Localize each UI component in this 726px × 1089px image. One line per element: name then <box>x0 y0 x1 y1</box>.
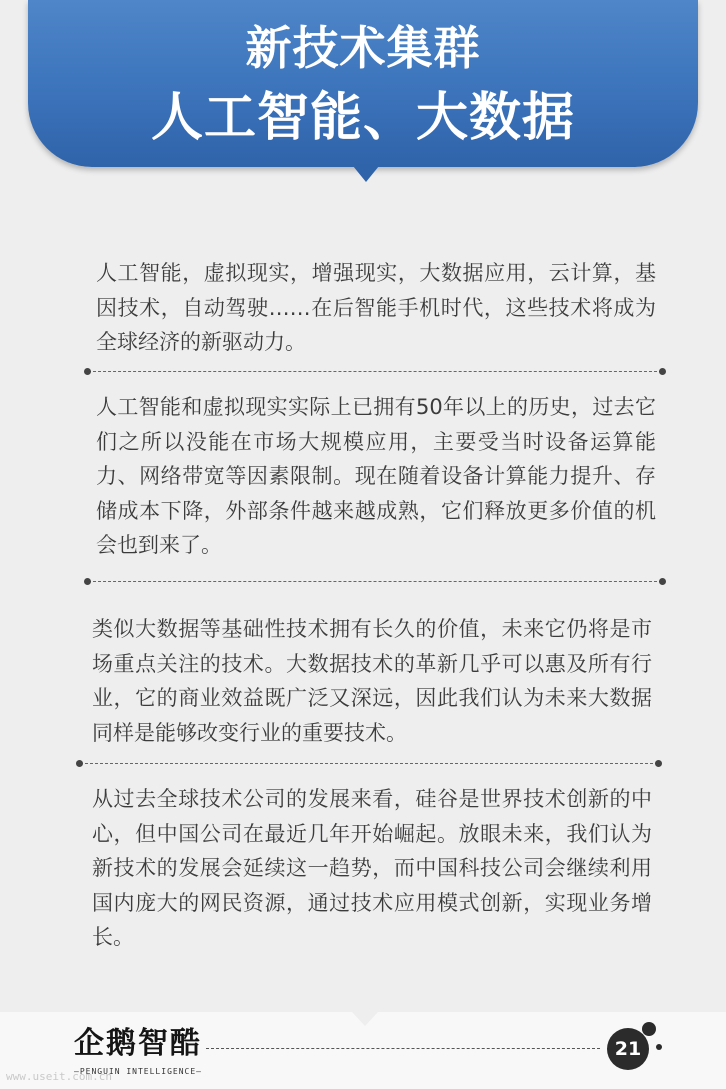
dotted-divider <box>88 581 662 582</box>
paragraph-4: 从过去全球技术公司的发展来看，硅谷是世界技术创新的中心，但中国公司在最近几年开始崛起。放眼未来，我们认为新技术的发展会延续这一趋势，而中国科技公司会继续利用国内庞大的网民资源，通过技术应用模式创新，实现业务增长。 <box>92 787 652 949</box>
paragraph-3: 类似大数据等基础性技术拥有长久的价值，未来它仍将是市场重点关注的技术。大数据技术的革新几乎可以惠及所有行业，它的商业效益既广泛又深远，因此我们认为未来大数据同样是能够改变行业的重要技术。 <box>92 617 652 745</box>
banner-pointer <box>353 166 379 182</box>
page-title-line-2: 人工智能、大数据 <box>150 88 575 148</box>
dotted-divider <box>88 371 662 372</box>
footer-notch <box>352 1012 378 1026</box>
paragraph-1: 人工智能，虚拟现实，增强现实，大数据应用，云计算，基因技术，自动驾驶……在后智能手机时代，这些技术将成为全球经济的新驱动力。 <box>96 261 656 354</box>
decor-dot-icon <box>642 1022 656 1036</box>
logo-subtitle: —PENGUIN INTELLIGENCE— <box>74 1067 202 1076</box>
paragraph-2: 人工智能和虚拟现实实际上已拥有50年以上的历史，过去它们之所以没能在市场大规模应用，主要受当时设备运算能力、网络带宽等因素限制。现在随着设备计算能力提升、存储成本下降，外部条件越来越成熟，它们释放更多价值的机会也到来了。 <box>96 395 656 557</box>
watermark: www.useit.com.cn <box>6 1070 112 1083</box>
page-title-line-1: 新技术集群 <box>245 21 481 75</box>
decor-dot-icon <box>656 1044 662 1050</box>
dotted-divider <box>80 763 658 764</box>
logo-text: 企鹅智酷 <box>74 1026 202 1061</box>
footer-dotted-line <box>206 1048 600 1049</box>
page-number-badge: 21 <box>607 1028 649 1070</box>
